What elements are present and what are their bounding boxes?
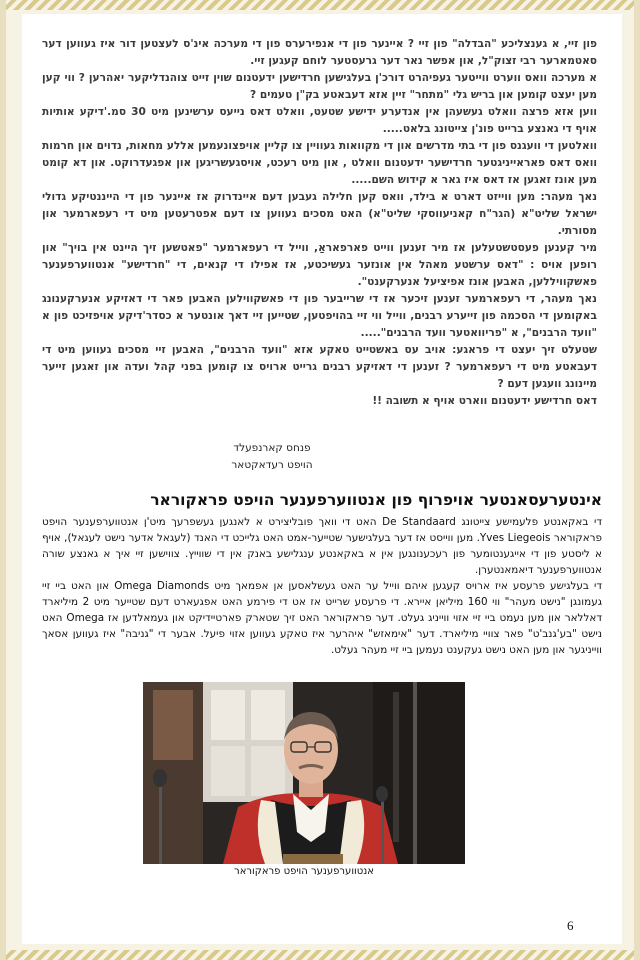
signature-name: פנחס קארנפעלד [233,442,311,454]
editor-signature [172,440,372,474]
editorial-paragraph: א מערכה וואס ווערט ווייטער געפיהרט דורכ'ן בעלגישען חרדישען ידעטנום שוין זייט צוהנדליקער יאהרען ? ווי קען מען יעצט קומען און בריש גלי "מתחר" זיין אזא דעבאטע בק"ן טעמים ? [42,72,597,101]
editorial-body [42,36,597,410]
editorial-paragraph: שטעלט זיך יעצט די פראגע: אויב עס באשטייט טאקע אזא "וועד הרבנים", האבען זיי מסכים געווען מיט די דעבאטע מיט די רעפארמער ? זענען די דאזיקע רבנים גרייט ארויס צו קומען בפני קהל ועדה און זאגען זייער מיינונג וועגען דעם ? [42,344,597,390]
page-number: 6 [567,918,574,933]
newsletter-page [22,14,622,944]
prosecutor-photo-illustration [143,682,465,864]
editorial-paragraph: ווען אזא פרצה וואלט געשעהן אין אנדערע ידישע שטעט, וואלט דאס נייעס ערשינען מיט 30 סמ.'דיקע אותיות אויף די גאנצע ברייט פונ'ן צייטונג בלאט..... [42,106,598,135]
decorative-border-top [0,0,640,10]
editorial-paragraph: פון זיי, א גענצליכע "הבדלה" פון זיי ? איינער פון די אנפירערס פון די מערכה אינ'ס לעצטען דור איז געווען דער סאטמארער רבי זצוק"ל, און אפשר נאר דער גרעסטער לוחם קעגען זיי. [42,38,597,67]
editorial-paragraph: דאס חרדישע ידעטנום ווארט אויף א תשובה !! [372,395,597,407]
signature-role: הויפט רעדאקטאר [231,459,313,471]
article-body [42,514,602,658]
editorial-paragraph: מיר קענען פעסטשטעלען אז מיר זענען ווייט פארפאראַ, ווייל די רעפארמער "פאטשען זיך היינט אין בויך" און רופען אויס : "דאס ערשטע מאהל אין אונזער געשיכטע, אז אפילו די קנאים, די "חרדישע" אנטווערפענער פאשקוויללען, האבען אונז אפיציעל אנערקענט". [42,242,597,288]
prosecutor-photo [143,682,465,864]
article-paragraph: די באקאנטע פלעמישע צייטונג De Standaard האט די וואך פובליצירט א לאנגען געשפרעך מיט'ן אנטווערפענער הויפט פראקוראר Yves Liegeois. מען ווייסט אז דער בעלגישער שטייער-אמט האט גלייכט די האנד (לעגאל אדער נישט לעגאל), אויף א ליסטע פון די אייגענטומער פון רעכענונגען אין א באקאנטע ענגלישע באנק אין די שווייץ. צווישען זיי איך א גאנצע שורה אנטווערפענער דיאמאנטערן. [42,516,603,576]
decorative-border-right [634,0,640,960]
decorative-border-bottom [0,950,640,960]
article-headline: אינטערעסאנטער אויפרוף פון אנטווערפענער הויפט פראקוראר [150,491,602,509]
editorial-paragraph: נאך מעהר, די רעפארמער זענען זיכער אז די שרייבער פון די פאשקווילען האבען פאר די דאזיקע אנערקענונג באקומען די הסכמה פון זייערע רבנים, ווייל ווי זיי בהויפטען, שטייען זיי דאך אונטער א כסדר'דיקע אויפזיכט פון א "וועד הרבנים", א "פריוואטער וועד הרבנים"..... [42,293,597,339]
article-paragraph: די בעלגישע פרעסע איז ארויס קעגען איהם ווייל ער האט געשלאסען אן אפמאך מיט Omega Diamonds און האט ביי זיי געמונגן "נישט מעהר" ווי 160 מיליאן איירא. די פרעסע שרייט אז אט די פירמע האט אפגעארט דעם שטייער מיט 2 מיליארד דאללאר און מען נעמט ביי זיי אזוי ווייניג געלט. דער פראקוראר האט זיך שטארק פארטיידיקט און געמאלדען אז Omega האט נישט "בע'גנב'ט" פאר צוויי מיליארד. דער "אימאזש" איהרער איז טאקע געווען אזוי פיעל. אבער די "גניבה" איז געווען אסאך ווייניגער און מען האט נישט געקענט נעמען ביי זיי מעהר געלט. [42,580,602,656]
photo-caption: אנטווערפענער הויפט פראקוראר [234,866,374,877]
editorial-paragraph: נאך מעהר: מען ווייזט דארט א בילד, וואס קען חלילה געבען דעם איינדרוק אז איינער פון די הייננטיקע גדולי ישראל שליט"א (הגר"ח קאניעווסקי שליט"א) האט מסכים געווען צו דעם אפטרעטען מיט די רעפארמער און מסורתי. [42,191,597,237]
decorative-border-left [0,0,6,960]
editorial-paragraph: וואלטען די וועגנס פון די בתי מדרשים און די מקוואות געוויין צו קליין אויפצונעמען אללע מחאות, נדוים און חרמות וואס דאס פאראייניגטער חרדישער ידעטנום וואלט , און מיט רעכט, אויסגעשריגען און אפגעדרוקט. און דא קומט מען אונז זאגען אז דאס איז גאר א קידוש השם..... [42,140,597,186]
